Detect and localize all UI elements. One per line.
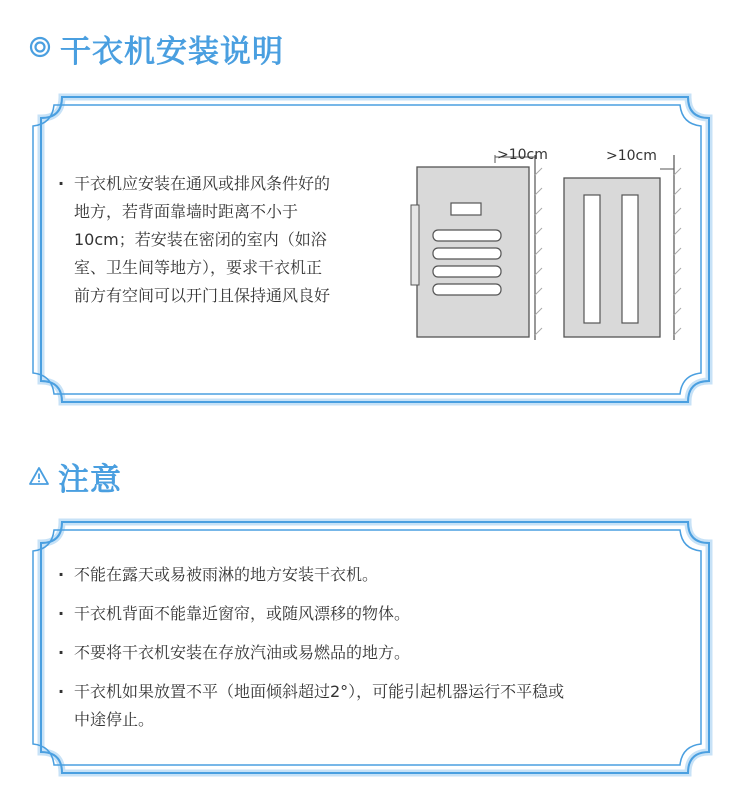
notice-text: 不能在露天或易被雨淋的地方安装干衣机。	[74, 565, 379, 584]
bullet: ·	[58, 174, 65, 193]
notice-list	[58, 561, 698, 734]
list-item	[58, 639, 698, 667]
section2-heading	[28, 454, 122, 499]
side-clearance-label: >10cm	[497, 147, 548, 163]
list-item	[58, 561, 698, 589]
bullet: ·	[58, 682, 65, 701]
notice-text-line: 干衣机如果放置不平（地面倾斜超过2°），可能引起机器运行不平稳或	[74, 682, 565, 701]
section1-line: 前方有空间可以开门且保持通风良好	[74, 286, 331, 305]
section1-body	[58, 170, 398, 310]
notice-text: 干衣机背面不能靠近窗帘，或随风漂移的物体。	[74, 604, 411, 623]
section1-line: 室、卫生间等地方），要求干衣机正	[74, 258, 323, 277]
section1-line: 地方，若背面靠墙时距离不小于	[74, 202, 299, 221]
notice-text-line: 中途停止。	[74, 710, 155, 729]
dryer-back-view	[556, 145, 696, 345]
bullet: ·	[58, 643, 65, 662]
list-item	[58, 678, 698, 734]
list-item	[58, 600, 698, 628]
dryer-side-view	[405, 145, 565, 345]
bullet: ·	[58, 565, 65, 584]
section1-heading	[28, 26, 284, 71]
notice-text: 不要将干衣机安装在存放汽油或易燃品的地方。	[74, 643, 411, 662]
warning-triangle-icon	[28, 459, 50, 495]
bullet: ·	[58, 604, 65, 623]
section1-title: 干衣机安装说明	[60, 34, 284, 70]
section1-line: 干衣机应安装在通风或排风条件好的	[74, 174, 331, 193]
section2-title: 注意	[58, 462, 122, 498]
section1-line: 10cm；若安装在密闭的室内（如浴	[74, 230, 327, 249]
double-circle-icon	[28, 31, 52, 67]
back-clearance-label: >10cm	[606, 148, 657, 164]
